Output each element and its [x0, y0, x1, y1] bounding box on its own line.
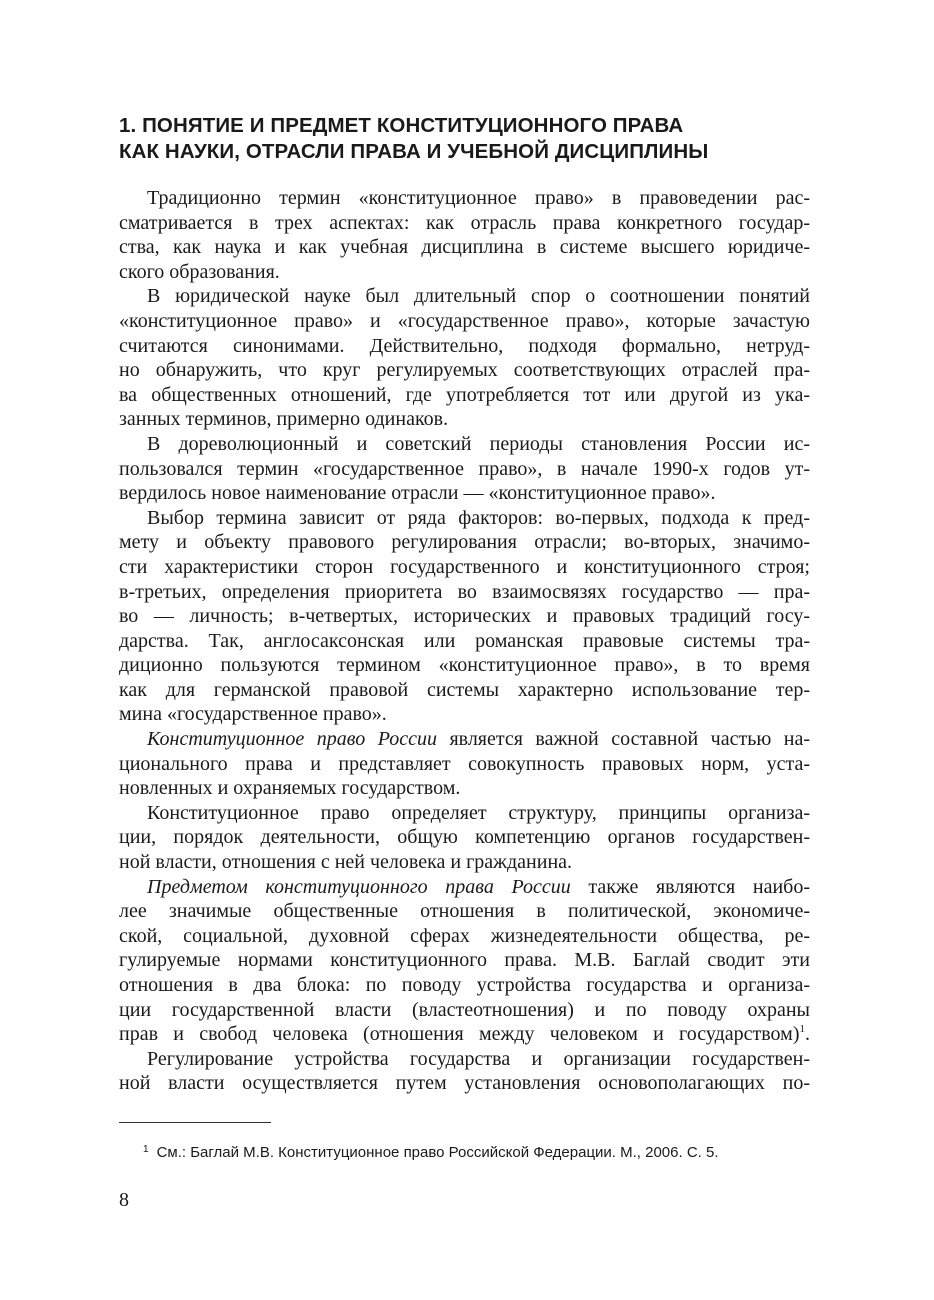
text-line [119, 899, 810, 924]
line-text: является важной составной частью на- [436, 728, 810, 751]
line-text: сматривается в трех аспектах: как отрасль права конкретного государ- [119, 211, 810, 234]
line-text: Регулирование устройства государства и организации государствен- [147, 1047, 810, 1070]
text-line [119, 875, 810, 900]
line-text: В юридической науке был длительный спор о соотношении понятий [147, 285, 810, 308]
line-text: Традиционно термин «конституционное право» в правоведении рас- [147, 187, 810, 209]
text-line [119, 284, 810, 309]
footnote-reference[interactable]: 1 [799, 1023, 805, 1036]
text-line [119, 653, 810, 678]
line-text: ции, порядок деятельности, общую компетенцию органов государствен- [119, 826, 810, 849]
line-text: В дореволюционный и советский периоды становления России ис- [147, 432, 810, 455]
text-line [119, 211, 810, 236]
text-line [119, 530, 810, 555]
line-text: новленных и охраняемых государством. [119, 777, 461, 800]
text-line [119, 457, 810, 482]
text-line [119, 186, 810, 211]
text-line [119, 825, 810, 850]
line-text: мина «государственное право». [119, 703, 387, 726]
line-text: отношения в два блока: по поводу устройства государства и организа- [119, 974, 810, 996]
line-text: вердилось новое наименование отрасли — «конституционное право». [119, 482, 716, 505]
line-text: ции государственной власти (властеотношения) и по поводу охраны [119, 998, 810, 1021]
text-line [119, 973, 810, 998]
footnote-mark: 1 [143, 1144, 149, 1155]
body-text [119, 186, 810, 1096]
italic-term: Предметом конституционного права России [147, 875, 571, 898]
line-text: дарства. Так, англосаксонская или романская правовые системы тра- [119, 629, 810, 652]
line-text: считаются синонимами. Действительно, подходя формально, нетруд- [119, 334, 810, 357]
line-text: лее значимые общественные отношения в политической, экономиче- [119, 900, 810, 923]
line-text: ства, как наука и как учебная дисциплина в системе высшего юридиче- [119, 236, 810, 259]
line-text: ционального права и представляет совокупность правовых норм, уста- [119, 752, 810, 775]
line-text: Конституционное право определяет структуру, принципы организа- [147, 801, 810, 824]
line-text: занных терминов, примерно одинаков. [119, 408, 449, 431]
line-text: ной власти, отношения с ней человека и гражданина. [119, 851, 573, 874]
text-line [119, 752, 810, 777]
line-text: но обнаружить, что круг регулируемых соответствующих отраслей пра- [119, 359, 810, 382]
text-line [119, 309, 810, 334]
line-text: диционно пользуются термином «конституционное право», в то время [119, 654, 810, 677]
text-line [119, 432, 810, 457]
text-line [119, 702, 810, 727]
line-text: пользовался термин «государственное право», в начале 1990-х годов ут- [119, 457, 810, 480]
line-text: ной власти осуществляется путем установления основополагающих по- [119, 1072, 810, 1095]
line-text: ского образования. [119, 260, 280, 283]
text-line [119, 1071, 810, 1096]
italic-term: Конституционное право России [147, 728, 437, 751]
text-line [119, 358, 810, 383]
line-text: ва общественных отношений, где употребляется тот или другой из ука- [119, 383, 810, 406]
text-line [119, 235, 810, 260]
page-number: 8 [119, 1189, 129, 1211]
line-text: сти характеристики сторон государственного и конституционного строя; [119, 555, 810, 578]
line-text: также являются наибо- [570, 875, 810, 898]
text-line [119, 801, 810, 826]
line-text: Выбор термина зависит от ряда факторов: во-первых, подхода к пред- [147, 506, 810, 529]
text-line [119, 506, 810, 531]
text-line [119, 998, 810, 1023]
footnote-divider [119, 1122, 271, 1123]
text-line [119, 678, 810, 703]
line-text: ской, социальной, духовной сферах жизнедеятельности общества, ре- [119, 924, 810, 947]
text-line [119, 580, 810, 605]
line-text: мету и объекту правового регулирования отрасли; во-вторых, значимо- [119, 531, 810, 554]
text-line [119, 727, 810, 752]
text-line [119, 334, 810, 359]
text-line [119, 407, 810, 432]
text-line [119, 604, 810, 629]
text-line [119, 555, 810, 580]
footnote-text: См.: Баглай М.В. Конституционное право Российской Федерации. М., 2006. С. 5. [156, 1144, 719, 1161]
text-line [119, 948, 810, 973]
line-text: прав и свобод человека (отношения между человеком и государством) [119, 1023, 800, 1046]
text-line [119, 481, 810, 506]
text-line [119, 776, 810, 801]
footnote [143, 1140, 719, 1163]
text-line [119, 924, 810, 949]
text-line [119, 850, 810, 875]
line-text: во — личность; в-четвертых, исторических и правовых традиций госу- [119, 605, 810, 628]
text-line [119, 1022, 810, 1047]
line-text: . [805, 1023, 810, 1046]
line-text: в-третьих, определения приоритета во взаимосвязях государство — пра- [119, 580, 810, 603]
heading-line: 1. ПОНЯТИЕ И ПРЕДМЕТ КОНСТИТУЦИОННОГО ПРАВА [119, 114, 684, 137]
line-text: как для германской правовой системы характерно использование тер- [119, 678, 810, 701]
heading-line: КАК НАУКИ, ОТРАСЛИ ПРАВА И УЧЕБНОЙ ДИСЦИПЛИНЫ [119, 140, 709, 163]
section-heading [119, 113, 819, 165]
text-line [119, 1047, 810, 1072]
line-text: «конституционное право» и «государственное право», которые зачастую [119, 309, 810, 332]
text-line [119, 629, 810, 654]
text-line [119, 260, 810, 285]
line-text: гулируемые нормами конституционного права. М.В. Баглай сводит эти [119, 949, 810, 972]
text-line [119, 383, 810, 408]
